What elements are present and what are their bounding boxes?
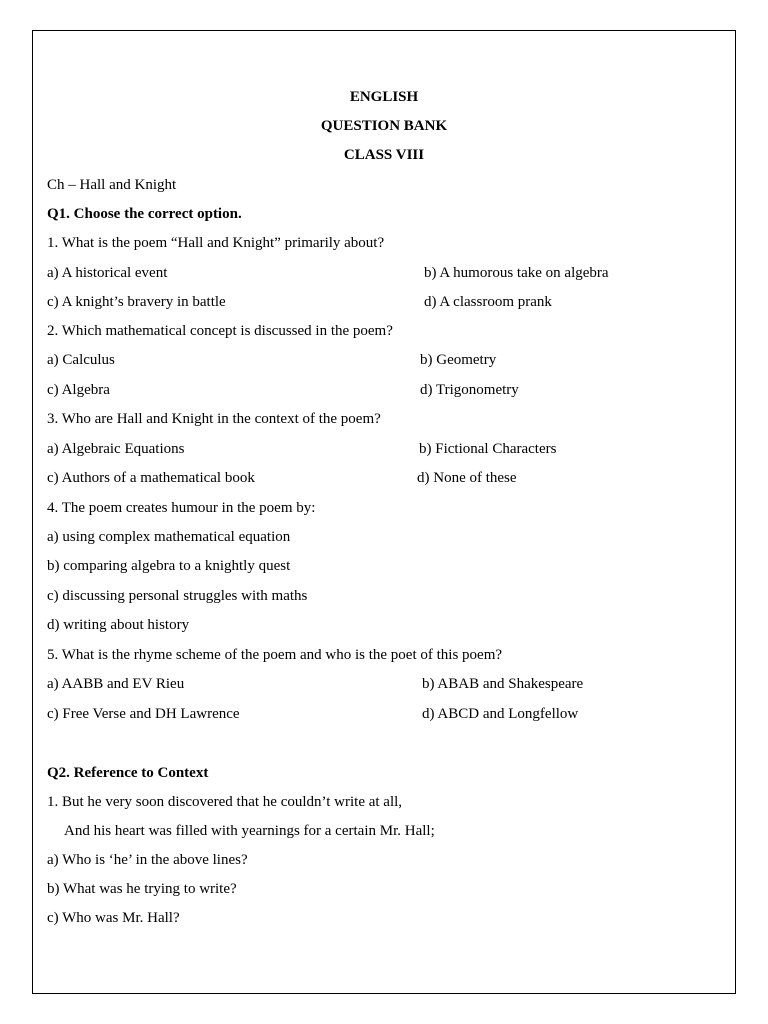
option-text: d) ABCD and Longfellow (422, 706, 579, 722)
option-text: a) Algebraic Equations (47, 441, 185, 457)
extract-line: 1. But he very soon discovered that he couldn’t write at all, (47, 794, 403, 810)
option-text: a) using complex mathematical equation (47, 529, 291, 545)
option-text: d) A classroom prank (424, 294, 552, 310)
option-text: c) Free Verse and DH Lawrence (47, 706, 240, 722)
context-question: b) What was he trying to write? (47, 881, 237, 897)
question-text: 1. What is the poem “Hall and Knight” primarily about? (47, 235, 385, 251)
question-text: 3. Who are Hall and Knight in the context of the poem? (47, 411, 381, 427)
option-text: b) Fictional Characters (419, 441, 557, 457)
option-text: a) Calculus (47, 352, 115, 368)
q2-heading: Q2. Reference to Context (47, 765, 209, 781)
option-text: d) None of these (417, 470, 517, 486)
option-text: d) Trigonometry (420, 382, 519, 398)
context-question: a) Who is ‘he’ in the above lines? (47, 852, 248, 868)
context-question: c) Who was Mr. Hall? (47, 910, 180, 926)
question-text: 4. The poem creates humour in the poem by: (47, 500, 316, 516)
option-text: b) ABAB and Shakespeare (422, 676, 584, 692)
question-text: 2. Which mathematical concept is discussed in the poem? (47, 323, 393, 339)
extract-line: And his heart was filled with yearnings for a certain Mr. Hall; (64, 823, 435, 839)
question-text: 5. What is the rhyme scheme of the poem and who is the poet of this poem? (47, 647, 503, 663)
option-text: c) A knight’s bravery in battle (47, 294, 226, 310)
q1-heading: Q1. Choose the correct option. (47, 206, 242, 222)
option-text: c) Algebra (47, 382, 110, 398)
option-text: c) discussing personal struggles with maths (47, 588, 308, 604)
option-text: b) Geometry (420, 352, 497, 368)
doc-type-heading: QUESTION BANK (320, 118, 448, 134)
option-text: d) writing about history (47, 617, 190, 633)
subject-heading: ENGLISH (349, 89, 419, 105)
chapter-title: Ch – Hall and Knight (47, 177, 177, 193)
class-heading: CLASS VIII (343, 147, 425, 163)
option-text: a) A historical event (47, 265, 168, 281)
option-text: b) A humorous take on algebra (424, 265, 609, 281)
option-text: b) comparing algebra to a knightly quest (47, 558, 291, 574)
option-text: c) Authors of a mathematical book (47, 470, 255, 486)
option-text: a) AABB and EV Rieu (47, 676, 185, 692)
